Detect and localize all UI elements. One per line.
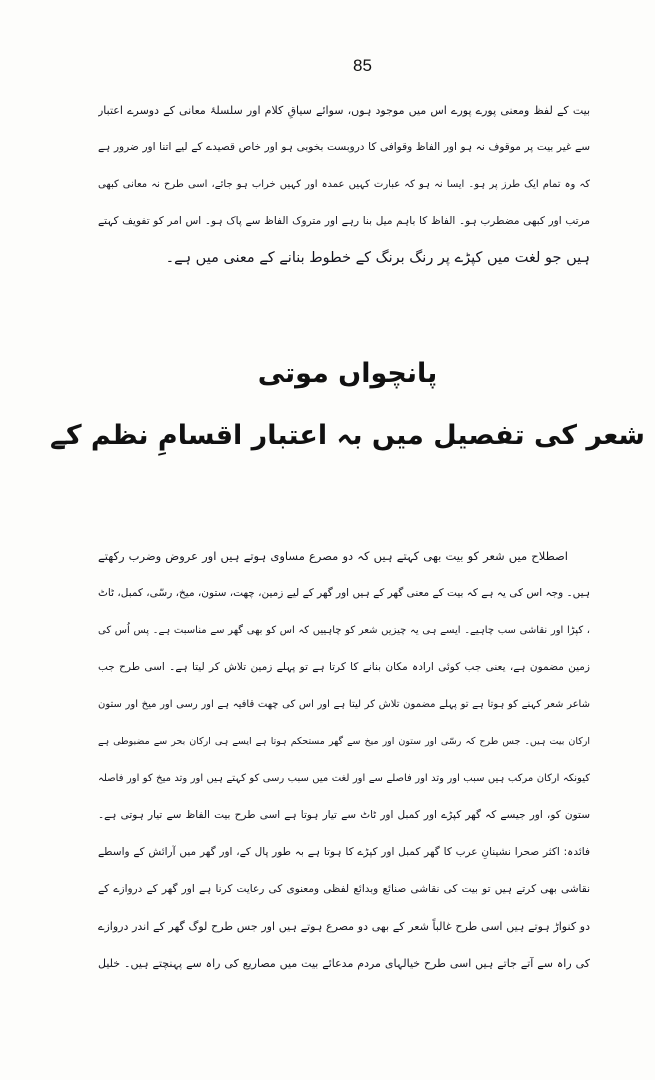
paragraph-1 bbox=[98, 92, 590, 277]
text-line: زمین مضمون ہے، یعنی جب کوئی ارادہ مکان بنانے کا کرتا ہے تو پہلے زمین تلاش کر لیتا ہے۔ اسی طرح جب bbox=[98, 661, 590, 673]
text-line: شاعر شعر کہنے کو ہوتا ہے تو پہلے مضمون تلاش کر لیتا ہے اور اس کی چھت قافیہ ہے اور رسی اور میخ اور ستون bbox=[98, 699, 590, 710]
text-line: سے غیر بیت پر موقوف نہ ہو اور الفاظ وقوافی کا دروبست بخوبی ہو اور خاص قصیدے کے لیے اتنا اور ضرور ہے bbox=[98, 141, 590, 153]
text-line: دو کنواڑ ہوتے ہیں اسی طرح غالباً شعر کے بھی دو مصرع ہوتے ہیں اور جس طرح لوگ گھر کے اندر دروازے bbox=[98, 920, 590, 933]
text-line: ارکان بیت ہیں۔ جس طرح کہ رسّی اور ستون اور میخ سے گھر مستحکم ہوتا ہے ایسے ہی ارکان بحر سے مضبوطی ہے bbox=[98, 736, 590, 747]
text-line: کیونکہ ارکان مرکب ہیں سبب اور وتد اور فاصلے سے اور لغت میں سبب رسی کو کہتے ہیں اور وتد میخ کو اور فاصلہ bbox=[98, 773, 590, 784]
chapter-title: پانچواں موتی bbox=[257, 358, 438, 389]
page-number: 85 bbox=[353, 56, 372, 75]
text-line: کہ وہ تمام ایک طرز پر ہو۔ ایسا نہ ہو کہ عبارت کہیں عمدہ اور کہیں خراب ہو جائے، اسی طرح نہ معانی کبھی bbox=[98, 179, 590, 190]
paragraph-2 bbox=[98, 538, 590, 982]
text-line: بیت کے لفظ ومعنی پورے پورے اس میں موجود ہوں، سوائے سیاقِ کلام اور سلسلۂ معانی کے دوسرے اعتبار bbox=[98, 104, 590, 117]
chapter-subtitle: شعر کی تفصیل میں بہ اعتبار اقسامِ نظم کے bbox=[50, 420, 645, 451]
text-line: نقاشی بھی کرتے ہیں تو بیت کی نقاشی صنائع وبدائع لفظی ومعنوی کی رعایت کرنا ہے اور گھر کے دروازے کے bbox=[98, 883, 590, 895]
text-line: ہیں۔ وجہ اس کی یہ ہے کہ بیت کے معنی گھر کے ہیں اور گھر کے لیے زمین، چھت، ستون، میخ، رسّی، کمبل، ٹاٹ bbox=[98, 587, 590, 599]
text-line: ہیں جو لغت میں کپڑے پر رنگ برنگ کے خطوط بنانے کے معنی میں ہے۔ bbox=[165, 250, 590, 266]
text-line: اصطلاح میں شعر کو بیت بھی کہتے ہیں کہ دو مصرع مساوی ہوتے ہیں اور عروض وضرب رکھتے bbox=[98, 549, 568, 563]
text-line: فائدہ: اکثر صحرا نشینانِ عرب کا گھر کمبل اور کپڑے کا ہوتا ہے بہ طور پال کے، اور گھر میں آرائش کے واسطے bbox=[98, 846, 590, 858]
text-line: ستون کو، اور جیسے کہ گھر کپڑے اور کمبل اور ٹاٹ سے تیار ہوتا ہے اسی طرح بیت الفاظ سے تیار ہوتی ہے۔ bbox=[98, 809, 590, 821]
text-line: کی راہ سے آتے جاتے ہیں اسی طرح خیالہای مردم مدعائے بیت میں مصاریع کی راہ سے پہنچتے ہیں۔ خلیل bbox=[98, 957, 590, 970]
text-line: مرتب اور کبھی مضطرب ہو۔ الفاظ کا باہم میل بنا رہے اور متروک الفاظ سے پاک ہو۔ اس امر کو تفویف کہتے bbox=[98, 215, 590, 227]
text-line: ، کپڑا اور نقاشی سب چاہیے۔ ایسے ہی یہ چیزیں شعر کو چاہییں کہ اس کو بھی گھر سے مناسبت ہے۔ پس اُس کی bbox=[98, 625, 590, 636]
